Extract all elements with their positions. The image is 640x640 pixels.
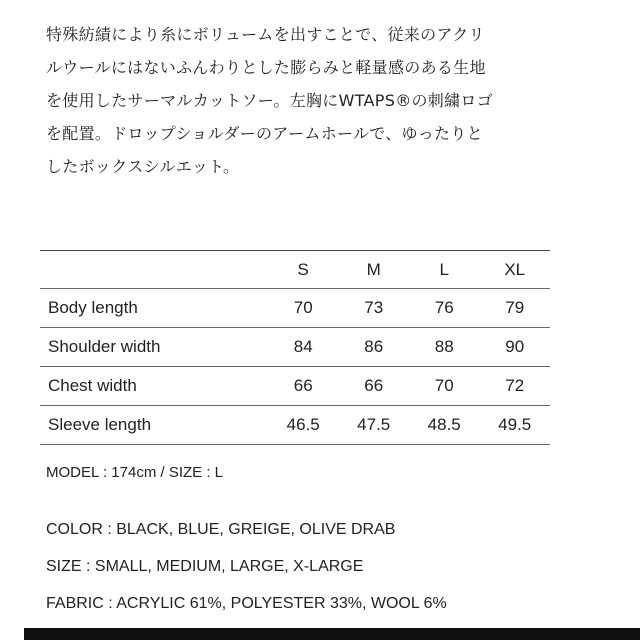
- header-corner-cell: [40, 251, 268, 289]
- description-line: ルウールにはないふんわりとした膨らみと軽量感のある生地: [46, 58, 486, 77]
- description-line: 特殊紡績により糸にボリュームを出すことで、従来のアクリ: [46, 25, 485, 44]
- product-description: [46, 24, 606, 189]
- row-label-sleeve-length: Sleeve length: [40, 406, 268, 445]
- size-header-m: M: [338, 251, 409, 289]
- table-cell: 88: [409, 328, 480, 367]
- fabric-spec: FABRIC : ACRYLIC 61%, POLYESTER 33%, WOOL 6%: [46, 595, 447, 612]
- size-header-l: L: [409, 251, 480, 289]
- description-line: したボックスシルエット。: [46, 157, 240, 176]
- table-cell: 46.5: [268, 406, 339, 445]
- table-row: [40, 328, 550, 367]
- bottom-bar: [24, 628, 640, 640]
- table-cell: 70: [268, 289, 339, 328]
- table-cell: 90: [479, 328, 550, 367]
- size-chart-table: [40, 250, 550, 445]
- row-label-shoulder-width: Shoulder width: [40, 328, 268, 367]
- row-label-chest-width: Chest width: [40, 367, 268, 406]
- color-spec: COLOR : BLACK, BLUE, GREIGE, OLIVE DRAB: [46, 521, 396, 538]
- table-cell: 72: [479, 367, 550, 406]
- table-row: [40, 406, 550, 445]
- table-cell: 49.5: [479, 406, 550, 445]
- size-header-xl: XL: [479, 251, 550, 289]
- table-cell: 70: [409, 367, 480, 406]
- size-spec: SIZE : SMALL, MEDIUM, LARGE, X-LARGE: [46, 558, 364, 575]
- description-line: を使用したサーマルカットソー。左胸にWTAPS®の刺繍ロゴ: [46, 91, 494, 110]
- table-cell: 84: [268, 328, 339, 367]
- table-cell: 86: [338, 328, 409, 367]
- table-cell: 66: [268, 367, 339, 406]
- table-cell: 47.5: [338, 406, 409, 445]
- table-row: [40, 289, 550, 328]
- table-cell: 73: [338, 289, 409, 328]
- table-cell: 66: [338, 367, 409, 406]
- size-header-row: [40, 251, 550, 289]
- size-header-s: S: [268, 251, 339, 289]
- table-cell: 79: [479, 289, 550, 328]
- row-label-body-length: Body length: [40, 289, 268, 328]
- table-cell: 48.5: [409, 406, 480, 445]
- table-row: [40, 367, 550, 406]
- table-cell: 76: [409, 289, 480, 328]
- description-line: を配置。ドロップショルダーのアームホールで、ゆったりと: [46, 124, 483, 143]
- model-info: MODEL : 174cm / SIZE : L: [46, 464, 223, 481]
